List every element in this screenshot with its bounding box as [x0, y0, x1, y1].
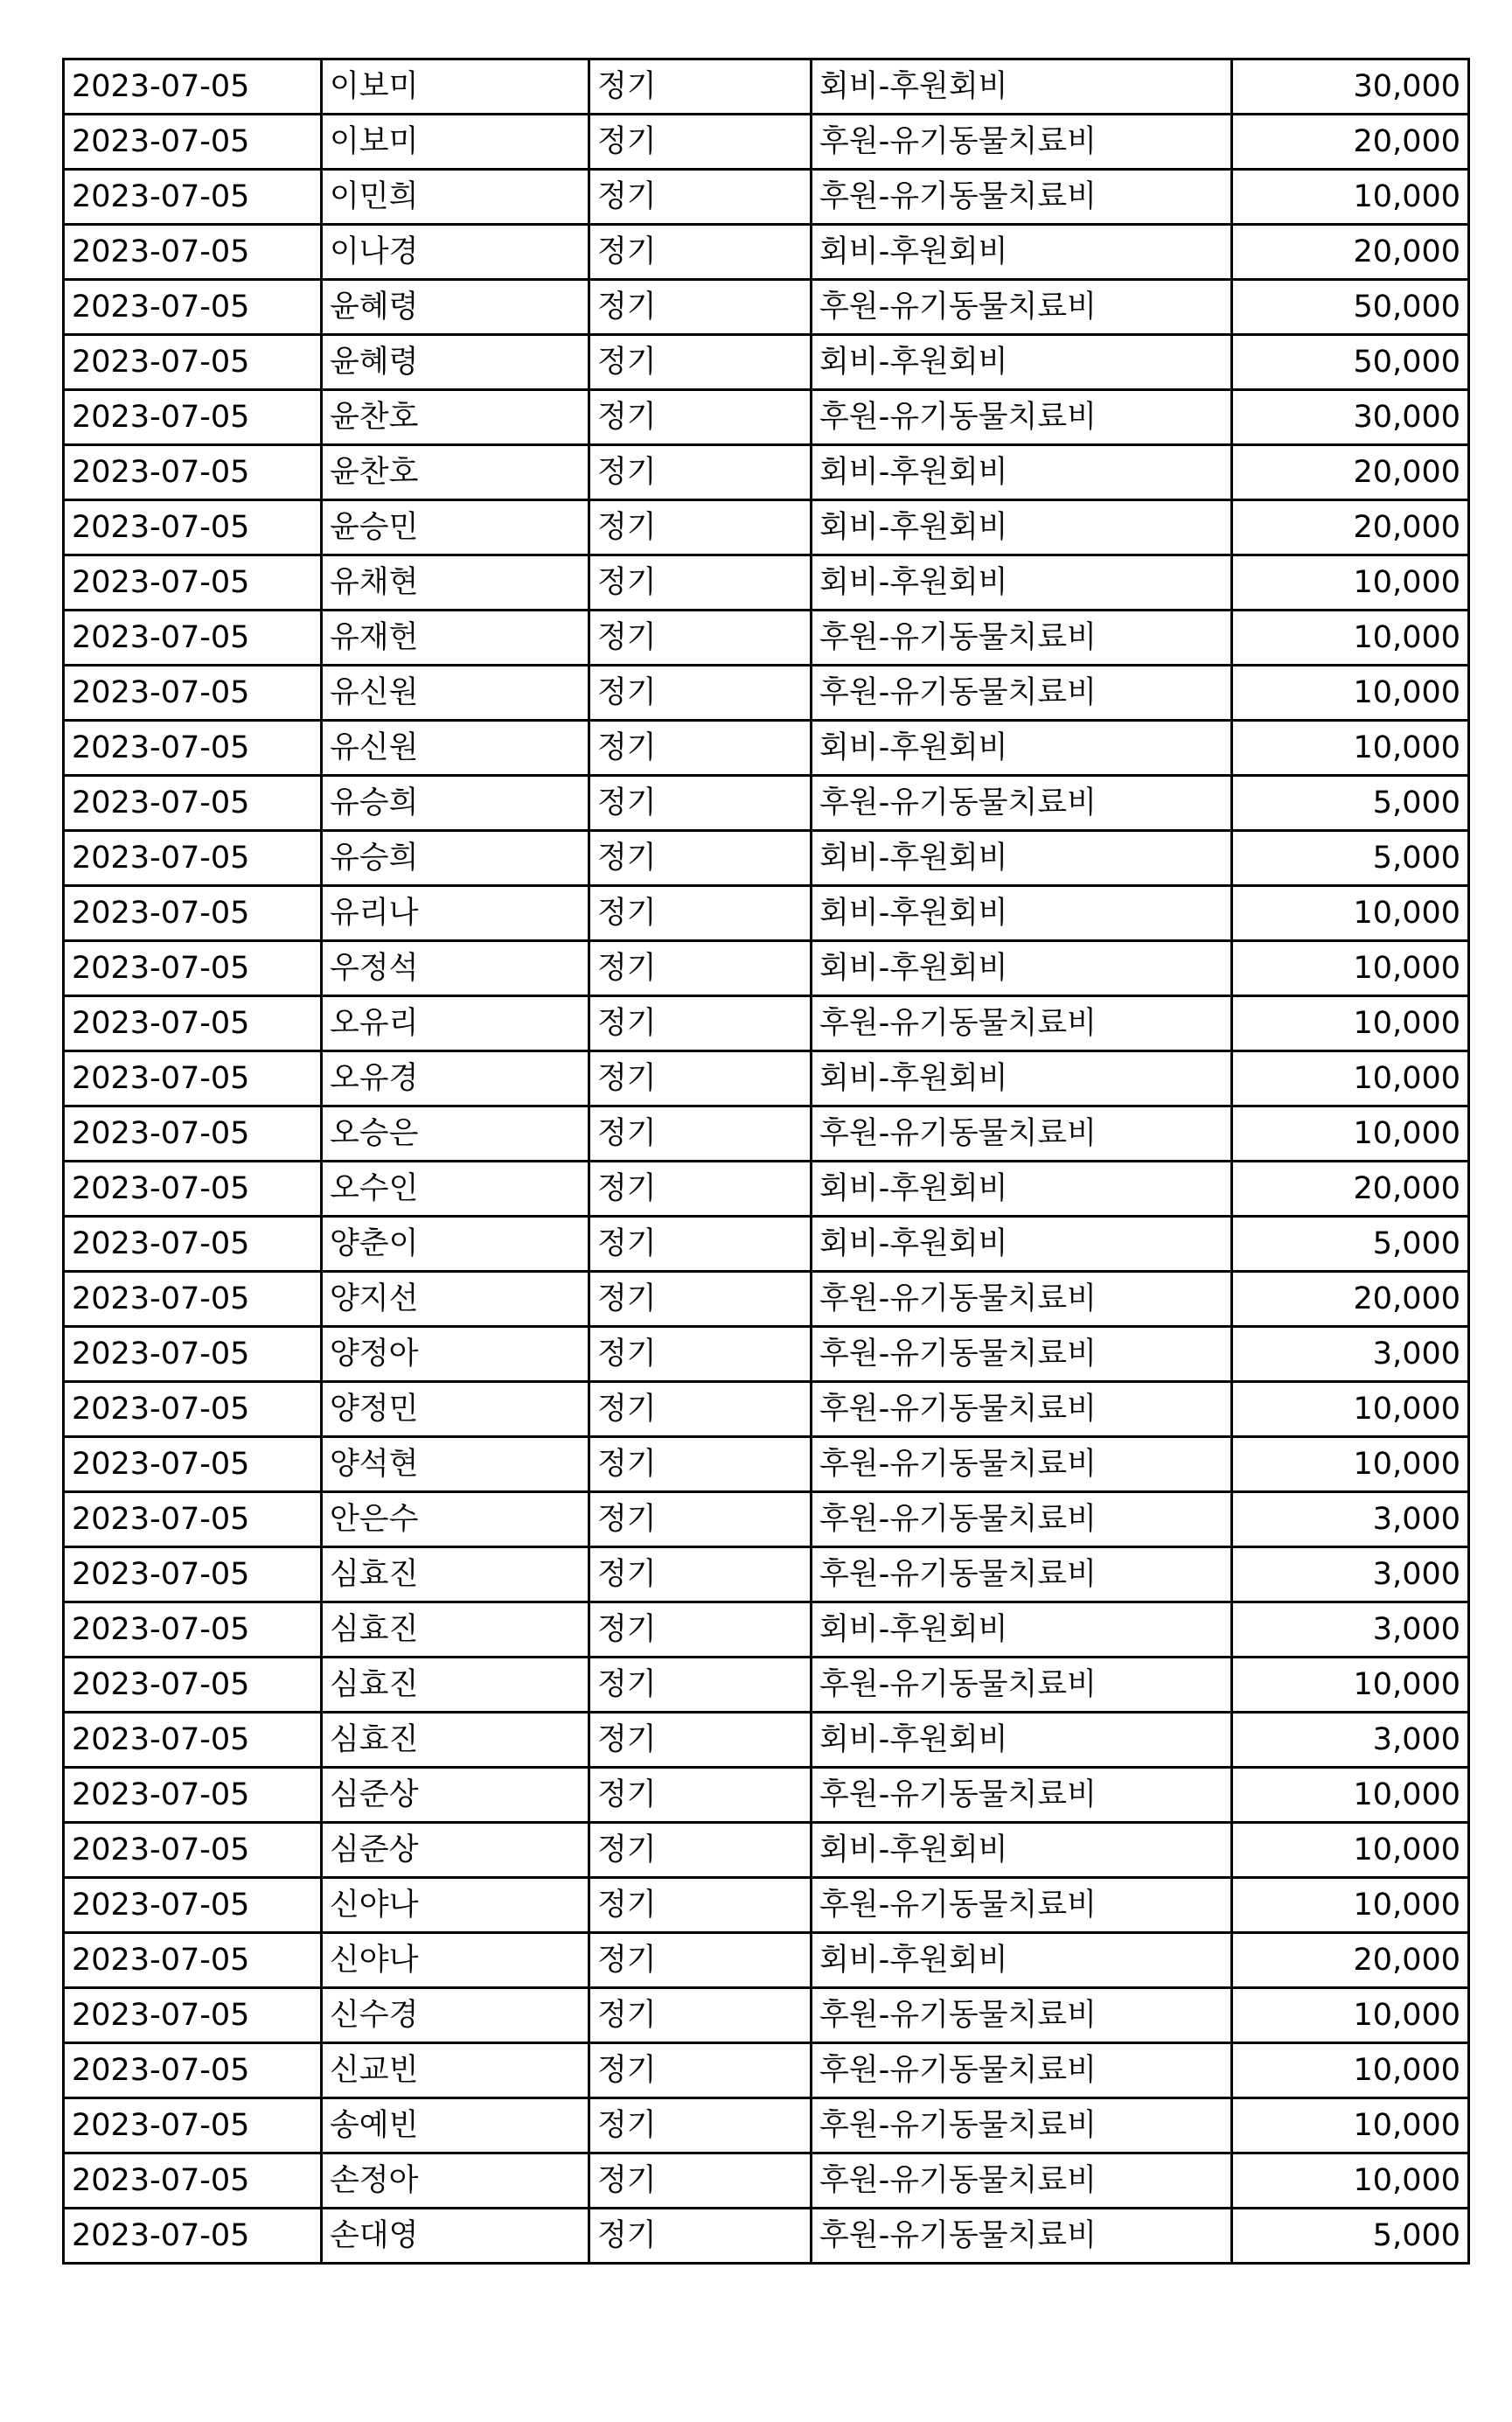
amount-cell: 10,000: [1232, 1988, 1469, 2043]
amount-cell: 50,000: [1232, 335, 1469, 390]
type-cell: 정기: [589, 996, 812, 1051]
table-row: [64, 1437, 1469, 1492]
category-cell: 후원-유기동물치료비: [812, 1878, 1232, 1933]
table-row: [64, 1327, 1469, 1382]
amount-cell: 10,000: [1232, 555, 1469, 611]
date-cell: 2023-07-05: [64, 59, 322, 115]
table-row: [64, 390, 1469, 445]
category-cell: 회비-후원회비: [812, 886, 1232, 941]
table-row: [64, 2209, 1469, 2264]
amount-cell: 5,000: [1232, 1217, 1469, 1272]
name-cell: 양석현: [322, 1437, 589, 1492]
name-cell: 윤혜령: [322, 280, 589, 335]
amount-cell: 10,000: [1232, 2043, 1469, 2098]
category-cell: 후원-유기동물치료비: [812, 776, 1232, 831]
table-row: [64, 1988, 1469, 2043]
amount-cell: 10,000: [1232, 1878, 1469, 1933]
amount-cell: 20,000: [1232, 115, 1469, 170]
category-cell: 후원-유기동물치료비: [812, 1327, 1232, 1382]
date-cell: 2023-07-05: [64, 1878, 322, 1933]
name-cell: 양춘이: [322, 1217, 589, 1272]
type-cell: 정기: [589, 1988, 812, 2043]
table-row: [64, 59, 1469, 115]
category-cell: 후원-유기동물치료비: [812, 1382, 1232, 1437]
type-cell: 정기: [589, 886, 812, 941]
type-cell: 정기: [589, 721, 812, 776]
table-row: [64, 2098, 1469, 2153]
category-cell: 후원-유기동물치료비: [812, 115, 1232, 170]
type-cell: 정기: [589, 1492, 812, 1547]
date-cell: 2023-07-05: [64, 1988, 322, 2043]
table-row: [64, 115, 1469, 170]
date-cell: 2023-07-05: [64, 1823, 322, 1878]
amount-cell: 3,000: [1232, 1713, 1469, 1768]
name-cell: 신야나: [322, 1933, 589, 1988]
table-row: [64, 500, 1469, 555]
name-cell: 유승희: [322, 831, 589, 886]
date-cell: 2023-07-05: [64, 445, 322, 500]
name-cell: 오수인: [322, 1162, 589, 1217]
date-cell: 2023-07-05: [64, 335, 322, 390]
amount-cell: 5,000: [1232, 2209, 1469, 2264]
type-cell: 정기: [589, 2043, 812, 2098]
amount-cell: 20,000: [1232, 225, 1469, 280]
date-cell: 2023-07-05: [64, 1602, 322, 1658]
name-cell: 양정아: [322, 1327, 589, 1382]
table-row: [64, 1658, 1469, 1713]
date-cell: 2023-07-05: [64, 1051, 322, 1106]
table-row: [64, 1547, 1469, 1602]
type-cell: 정기: [589, 1327, 812, 1382]
date-cell: 2023-07-05: [64, 941, 322, 996]
date-cell: 2023-07-05: [64, 1933, 322, 1988]
name-cell: 윤혜령: [322, 335, 589, 390]
name-cell: 신수경: [322, 1988, 589, 2043]
table-row: [64, 776, 1469, 831]
category-cell: 회비-후원회비: [812, 1602, 1232, 1658]
date-cell: 2023-07-05: [64, 721, 322, 776]
name-cell: 우정석: [322, 941, 589, 996]
amount-cell: 20,000: [1232, 500, 1469, 555]
date-cell: 2023-07-05: [64, 115, 322, 170]
amount-cell: 10,000: [1232, 2153, 1469, 2209]
amount-cell: 10,000: [1232, 1823, 1469, 1878]
date-cell: 2023-07-05: [64, 225, 322, 280]
type-cell: 정기: [589, 1106, 812, 1162]
type-cell: 정기: [589, 59, 812, 115]
name-cell: 유신원: [322, 721, 589, 776]
category-cell: 후원-유기동물치료비: [812, 1492, 1232, 1547]
category-cell: 후원-유기동물치료비: [812, 280, 1232, 335]
name-cell: 신교빈: [322, 2043, 589, 2098]
date-cell: 2023-07-05: [64, 1492, 322, 1547]
table-row: [64, 941, 1469, 996]
table-row: [64, 1878, 1469, 1933]
donation-ledger-table: [62, 58, 1470, 2265]
amount-cell: 20,000: [1232, 1933, 1469, 1988]
table-row: [64, 1272, 1469, 1327]
category-cell: 후원-유기동물치료비: [812, 1768, 1232, 1823]
table-row: [64, 2043, 1469, 2098]
date-cell: 2023-07-05: [64, 1217, 322, 1272]
category-cell: 회비-후원회비: [812, 335, 1232, 390]
category-cell: 회비-후원회비: [812, 500, 1232, 555]
date-cell: 2023-07-05: [64, 776, 322, 831]
category-cell: 후원-유기동물치료비: [812, 2098, 1232, 2153]
date-cell: 2023-07-05: [64, 1382, 322, 1437]
name-cell: 심효진: [322, 1547, 589, 1602]
date-cell: 2023-07-05: [64, 1106, 322, 1162]
amount-cell: 20,000: [1232, 1162, 1469, 1217]
amount-cell: 20,000: [1232, 1272, 1469, 1327]
type-cell: 정기: [589, 1768, 812, 1823]
category-cell: 후원-유기동물치료비: [812, 1437, 1232, 1492]
amount-cell: 10,000: [1232, 1106, 1469, 1162]
category-cell: 후원-유기동물치료비: [812, 1106, 1232, 1162]
table-row: [64, 1382, 1469, 1437]
table-row: [64, 335, 1469, 390]
date-cell: 2023-07-05: [64, 1327, 322, 1382]
ledger-body: [64, 59, 1469, 2264]
name-cell: 심효진: [322, 1602, 589, 1658]
amount-cell: 10,000: [1232, 1382, 1469, 1437]
amount-cell: 3,000: [1232, 1327, 1469, 1382]
type-cell: 정기: [589, 1658, 812, 1713]
category-cell: 후원-유기동물치료비: [812, 170, 1232, 225]
date-cell: 2023-07-05: [64, 1768, 322, 1823]
amount-cell: 3,000: [1232, 1547, 1469, 1602]
date-cell: 2023-07-05: [64, 1437, 322, 1492]
name-cell: 손정아: [322, 2153, 589, 2209]
name-cell: 심효진: [322, 1713, 589, 1768]
table-row: [64, 2153, 1469, 2209]
date-cell: 2023-07-05: [64, 996, 322, 1051]
date-cell: 2023-07-05: [64, 1162, 322, 1217]
date-cell: 2023-07-05: [64, 1272, 322, 1327]
date-cell: 2023-07-05: [64, 2098, 322, 2153]
date-cell: 2023-07-05: [64, 1713, 322, 1768]
date-cell: 2023-07-05: [64, 390, 322, 445]
type-cell: 정기: [589, 1547, 812, 1602]
category-cell: 회비-후원회비: [812, 1051, 1232, 1106]
category-cell: 후원-유기동물치료비: [812, 611, 1232, 666]
category-cell: 후원-유기동물치료비: [812, 1547, 1232, 1602]
amount-cell: 10,000: [1232, 1437, 1469, 1492]
type-cell: 정기: [589, 500, 812, 555]
type-cell: 정기: [589, 555, 812, 611]
type-cell: 정기: [589, 1051, 812, 1106]
category-cell: 회비-후원회비: [812, 1933, 1232, 1988]
type-cell: 정기: [589, 1437, 812, 1492]
name-cell: 심준상: [322, 1823, 589, 1878]
type-cell: 정기: [589, 666, 812, 721]
date-cell: 2023-07-05: [64, 886, 322, 941]
amount-cell: 10,000: [1232, 886, 1469, 941]
table-row: [64, 170, 1469, 225]
amount-cell: 10,000: [1232, 941, 1469, 996]
amount-cell: 10,000: [1232, 666, 1469, 721]
type-cell: 정기: [589, 1162, 812, 1217]
type-cell: 정기: [589, 1217, 812, 1272]
type-cell: 정기: [589, 1933, 812, 1988]
amount-cell: 30,000: [1232, 390, 1469, 445]
name-cell: 윤찬호: [322, 390, 589, 445]
date-cell: 2023-07-05: [64, 1547, 322, 1602]
name-cell: 이보미: [322, 59, 589, 115]
category-cell: 후원-유기동물치료비: [812, 1272, 1232, 1327]
category-cell: 후원-유기동물치료비: [812, 666, 1232, 721]
type-cell: 정기: [589, 1878, 812, 1933]
name-cell: 오유경: [322, 1051, 589, 1106]
name-cell: 심준상: [322, 1768, 589, 1823]
type-cell: 정기: [589, 776, 812, 831]
name-cell: 심효진: [322, 1658, 589, 1713]
date-cell: 2023-07-05: [64, 2043, 322, 2098]
type-cell: 정기: [589, 1823, 812, 1878]
amount-cell: 20,000: [1232, 445, 1469, 500]
table-row: [64, 721, 1469, 776]
name-cell: 오유리: [322, 996, 589, 1051]
name-cell: 이보미: [322, 115, 589, 170]
table-row: [64, 445, 1469, 500]
amount-cell: 10,000: [1232, 2098, 1469, 2153]
table-row: [64, 1602, 1469, 1658]
amount-cell: 5,000: [1232, 831, 1469, 886]
table-row: [64, 1492, 1469, 1547]
type-cell: 정기: [589, 2098, 812, 2153]
date-cell: 2023-07-05: [64, 1658, 322, 1713]
name-cell: 유리나: [322, 886, 589, 941]
type-cell: 정기: [589, 2209, 812, 2264]
category-cell: 회비-후원회비: [812, 941, 1232, 996]
table-row: [64, 225, 1469, 280]
date-cell: 2023-07-05: [64, 831, 322, 886]
category-cell: 후원-유기동물치료비: [812, 1658, 1232, 1713]
table-row: [64, 1106, 1469, 1162]
category-cell: 회비-후원회비: [812, 1217, 1232, 1272]
name-cell: 송예빈: [322, 2098, 589, 2153]
amount-cell: 10,000: [1232, 170, 1469, 225]
amount-cell: 5,000: [1232, 776, 1469, 831]
type-cell: 정기: [589, 280, 812, 335]
amount-cell: 50,000: [1232, 280, 1469, 335]
table-row: [64, 1162, 1469, 1217]
category-cell: 후원-유기동물치료비: [812, 2153, 1232, 2209]
table-row: [64, 996, 1469, 1051]
name-cell: 유재헌: [322, 611, 589, 666]
table-row: [64, 1823, 1469, 1878]
amount-cell: 10,000: [1232, 1768, 1469, 1823]
type-cell: 정기: [589, 1602, 812, 1658]
category-cell: 후원-유기동물치료비: [812, 996, 1232, 1051]
category-cell: 회비-후원회비: [812, 1823, 1232, 1878]
name-cell: 이나경: [322, 225, 589, 280]
category-cell: 회비-후원회비: [812, 59, 1232, 115]
category-cell: 회비-후원회비: [812, 721, 1232, 776]
type-cell: 정기: [589, 445, 812, 500]
category-cell: 회비-후원회비: [812, 831, 1232, 886]
category-cell: 후원-유기동물치료비: [812, 1988, 1232, 2043]
category-cell: 회비-후원회비: [812, 1162, 1232, 1217]
table-row: [64, 1217, 1469, 1272]
name-cell: 윤찬호: [322, 445, 589, 500]
amount-cell: 10,000: [1232, 721, 1469, 776]
table-row: [64, 611, 1469, 666]
name-cell: 손대영: [322, 2209, 589, 2264]
name-cell: 신야나: [322, 1878, 589, 1933]
type-cell: 정기: [589, 225, 812, 280]
table-row: [64, 831, 1469, 886]
date-cell: 2023-07-05: [64, 170, 322, 225]
table-row: [64, 886, 1469, 941]
name-cell: 오승은: [322, 1106, 589, 1162]
amount-cell: 10,000: [1232, 1051, 1469, 1106]
type-cell: 정기: [589, 1272, 812, 1327]
table-row: [64, 280, 1469, 335]
table-row: [64, 666, 1469, 721]
category-cell: 후원-유기동물치료비: [812, 390, 1232, 445]
type-cell: 정기: [589, 390, 812, 445]
name-cell: 유채현: [322, 555, 589, 611]
amount-cell: 10,000: [1232, 611, 1469, 666]
name-cell: 유신원: [322, 666, 589, 721]
amount-cell: 3,000: [1232, 1602, 1469, 1658]
amount-cell: 3,000: [1232, 1492, 1469, 1547]
name-cell: 이민희: [322, 170, 589, 225]
category-cell: 회비-후원회비: [812, 1713, 1232, 1768]
category-cell: 회비-후원회비: [812, 445, 1232, 500]
amount-cell: 10,000: [1232, 1658, 1469, 1713]
table-row: [64, 1713, 1469, 1768]
type-cell: 정기: [589, 1382, 812, 1437]
table-row: [64, 1051, 1469, 1106]
table-row: [64, 1933, 1469, 1988]
type-cell: 정기: [589, 170, 812, 225]
date-cell: 2023-07-05: [64, 2209, 322, 2264]
category-cell: 후원-유기동물치료비: [812, 2043, 1232, 2098]
type-cell: 정기: [589, 335, 812, 390]
name-cell: 유승희: [322, 776, 589, 831]
date-cell: 2023-07-05: [64, 666, 322, 721]
name-cell: 양지선: [322, 1272, 589, 1327]
name-cell: 안은수: [322, 1492, 589, 1547]
category-cell: 회비-후원회비: [812, 555, 1232, 611]
date-cell: 2023-07-05: [64, 280, 322, 335]
table-row: [64, 1768, 1469, 1823]
type-cell: 정기: [589, 1713, 812, 1768]
table-row: [64, 555, 1469, 611]
name-cell: 양정민: [322, 1382, 589, 1437]
type-cell: 정기: [589, 115, 812, 170]
date-cell: 2023-07-05: [64, 2153, 322, 2209]
category-cell: 회비-후원회비: [812, 225, 1232, 280]
type-cell: 정기: [589, 941, 812, 996]
amount-cell: 30,000: [1232, 59, 1469, 115]
date-cell: 2023-07-05: [64, 555, 322, 611]
type-cell: 정기: [589, 831, 812, 886]
name-cell: 윤승민: [322, 500, 589, 555]
category-cell: 후원-유기동물치료비: [812, 2209, 1232, 2264]
date-cell: 2023-07-05: [64, 500, 322, 555]
date-cell: 2023-07-05: [64, 611, 322, 666]
type-cell: 정기: [589, 611, 812, 666]
amount-cell: 10,000: [1232, 996, 1469, 1051]
type-cell: 정기: [589, 2153, 812, 2209]
